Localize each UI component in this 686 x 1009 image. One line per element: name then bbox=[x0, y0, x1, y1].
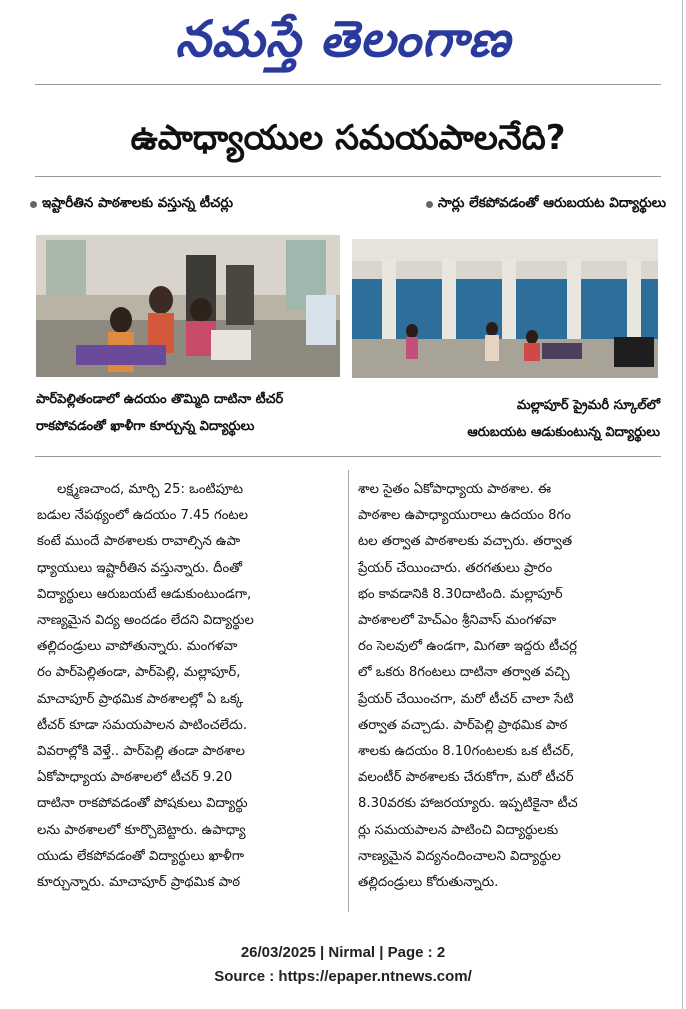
body-line: ప్రేయర్ చేయించగా, మరో టీచర్ చాలా సేటి bbox=[358, 691, 574, 707]
subheadline bbox=[30, 195, 233, 214]
body-line: లను పాఠశాలలో కూర్చొబెట్టారు. ఉపాధ్యా bbox=[37, 822, 246, 838]
subheadline-text: సార్లు లేకపోవడంతో ఆరుబయట విద్యార్థులు bbox=[437, 194, 666, 211]
body-line: తర్వాత వచ్చాడు. పార్‌పెల్లి ప్రాథమిక పాఠ bbox=[358, 717, 568, 733]
headline-rule bbox=[35, 176, 661, 177]
body-line: వలంటీర్ పాఠశాలకు చేరుకోగా, మరో టీచర్ bbox=[358, 770, 574, 786]
bullet-icon bbox=[426, 201, 433, 208]
body-line: దాటినా రాకపోవడంతో పోషకులు విద్యార్థు bbox=[37, 796, 248, 812]
body-line: యుడు లేకపోవడంతో విద్యార్థులు ఖాళీగా bbox=[37, 848, 244, 864]
subheadline-text: ఇష్టారీతిన పాఠశాలకు వస్తున్న టీచర్లు bbox=[42, 194, 234, 211]
photo-caption-right bbox=[355, 392, 660, 446]
body-line: ధ్యాయులు ఇష్టారీతిన వస్తున్నారు. దీంతో bbox=[37, 560, 243, 576]
body-line: ఏకోపాధ్యాయ పాఠశాలలో టీచర్ 9.20 bbox=[37, 770, 233, 786]
subheadline bbox=[426, 195, 666, 214]
body-line: శాలకు ఉదయం 8.10గంటలకు ఒక టీచర్, bbox=[358, 744, 575, 760]
caption-line: పార్‌పెల్లితండాలో ఉదయం తొమ్మిది దాటినా టీచర్ bbox=[36, 392, 284, 407]
body-line: టీచర్ కూడా సమయపాలన పాటించలేదు. bbox=[37, 717, 248, 733]
article-column-right bbox=[358, 477, 660, 896]
body-line: శాల సైతం ఏకోపాధ్యాయ పాఠశాల. ఈ bbox=[358, 482, 552, 497]
body-line: టల తర్వాత పాఠశాలకు వచ్చారు. తర్వాత bbox=[358, 534, 573, 550]
classroom-photo bbox=[36, 235, 340, 377]
caption-line: మల్లాపూర్ ప్రైమరీ స్కూల్‌లో bbox=[516, 398, 660, 413]
body-line: తల్లిదండ్రులు వాపోతున్నారు. మంగళవా bbox=[37, 639, 238, 655]
article-headline: ఉపాధ్యాయుల సమయపాలనేది? bbox=[130, 118, 566, 158]
photo-caption-left bbox=[36, 386, 346, 440]
footer-source-line: Source : https://epaper.ntnews.com/ bbox=[214, 968, 472, 985]
body-line: నాణ్యమైన విద్య అందడం లేదని విద్యార్థుల bbox=[37, 613, 254, 629]
newspaper-masthead: నమస్తే తెలంగాణ bbox=[175, 10, 511, 68]
body-line: లక్ష్మణచాంద, మార్చి 25: ఒంటిపూట bbox=[57, 482, 244, 497]
caption-rule bbox=[35, 456, 661, 457]
body-line: రం పార్‌పెల్లితండా, పార్‌పెల్లి, మల్లాపూర్, bbox=[37, 665, 241, 681]
body-line: వివరాల్లోకి వెళ్తే.. పార్‌పెల్లి తండా పాఠశాల bbox=[37, 744, 245, 760]
body-line: ర్లు సమయపాలన పాటించి విద్యార్థులకు bbox=[358, 822, 559, 838]
bullet-icon bbox=[30, 201, 37, 208]
caption-line: రాకపోవడంతో ఖాళీగా కూర్చున్న విద్యార్థులు bbox=[36, 419, 255, 434]
body-line: పాఠశాలలో హెచ్‌ఎం శ్రీనివాస్ మంగళవా bbox=[358, 613, 557, 629]
body-line: మాచాపూర్ ప్రాథమిక పాఠశాలల్లో ఏ ఒక్క bbox=[37, 691, 244, 707]
caption-line: ఆరుబయట ఆడుకుంటున్న విద్యార్థులు bbox=[467, 425, 660, 440]
body-line: 8.30వరకు హాజరయ్యారు. ఇప్పటికైనా టీచ bbox=[358, 796, 578, 812]
school-building-photo bbox=[352, 239, 658, 378]
body-line: తల్లిదండ్రులు కోరుతున్నారు. bbox=[358, 875, 499, 891]
footer-date-line: 26/03/2025 | Nirmal | Page : 2 bbox=[240, 944, 446, 961]
body-line: పాఠశాల ఉపాధ్యాయురాలు ఉదయం 8గం bbox=[358, 508, 571, 524]
body-line: కంటే ముందే పాఠశాలకు రావాల్సిన ఉపా bbox=[37, 534, 241, 550]
body-line: కూర్చున్నారు. మాచాపూర్ ప్రాథమిక పాఠ bbox=[37, 875, 241, 891]
body-line: ప్రేయర్ చేయించారు. తరగతులు ప్రారం bbox=[358, 560, 553, 576]
subheadline-bar bbox=[30, 190, 666, 218]
body-line: విద్యార్థులు ఆరుబయటే ఆడుకుంటుండగా, bbox=[37, 586, 252, 602]
article-column-left bbox=[37, 477, 342, 896]
page-edge bbox=[682, 0, 683, 1009]
body-line: నాణ్యమైన విద్యనందించాలని విద్యార్థుల bbox=[358, 848, 561, 864]
body-line: లో ఒకరు 8గంటలు దాటినా తర్వాత వచ్చి bbox=[358, 665, 570, 681]
body-line: బడుల నేపథ్యంలో ఉదయం 7.45 గంటల bbox=[37, 508, 248, 524]
column-divider bbox=[348, 470, 349, 912]
body-line: భం కావడానికి 8.30దాటింది. మల్లాపూర్ bbox=[358, 586, 563, 602]
masthead-rule bbox=[35, 84, 661, 85]
body-line: రం సెలవులో ఉండగా, మిగతా ఇద్దరు టీచర్ల bbox=[358, 639, 577, 655]
